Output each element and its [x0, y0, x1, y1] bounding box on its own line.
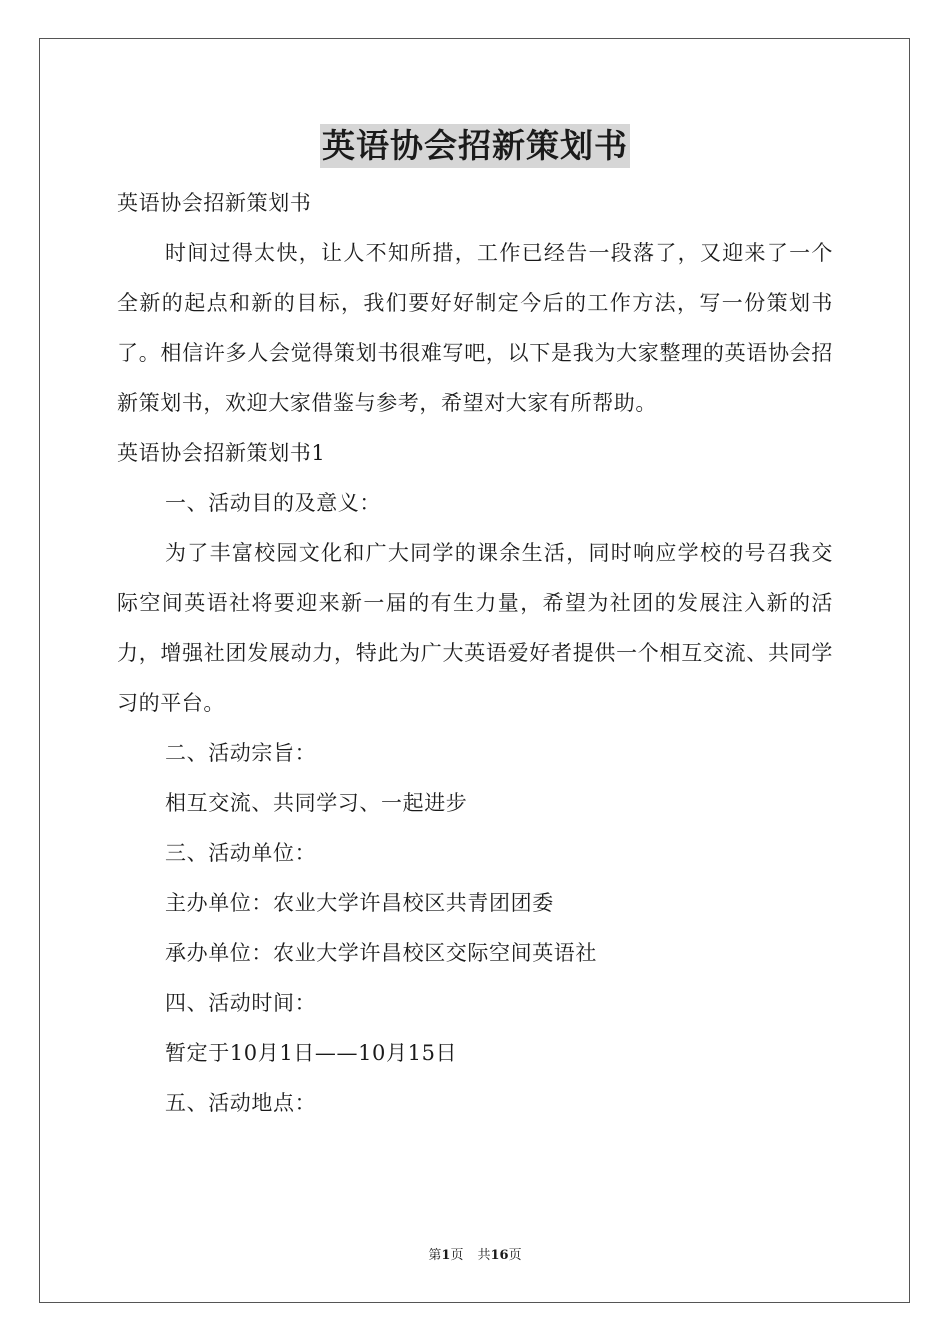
title-container	[0, 124, 950, 168]
page-current: 1	[441, 1248, 451, 1263]
paragraph: 相互交流、共同学习、一起进步	[165, 791, 468, 815]
document-body	[117, 178, 833, 1128]
section-heading: 一、活动目的及意义：	[165, 491, 381, 515]
paragraph: 主办单位：农业大学许昌校区共青团团委	[165, 891, 554, 915]
page-prefix: 第	[428, 1248, 442, 1263]
page-footer	[0, 1246, 950, 1266]
paragraph: 为了丰富校园文化和广大同学的课余生活，同时响应学校的号召我交际空间英语社将要迎来新一届的有生力量，希望为社团的发展注入新的活力，增强社团发展动力，特此为广大英语爱好者提供一个相互交流、共同学习的平台。	[117, 541, 833, 715]
section-heading: 二、活动宗旨：	[165, 741, 317, 765]
section-heading: 四、活动时间：	[165, 991, 317, 1015]
page-total: 16	[490, 1248, 509, 1263]
section-heading: 三、活动单位：	[165, 841, 317, 865]
page-suffix: 页	[450, 1248, 464, 1263]
section-heading: 五、活动地点：	[165, 1091, 317, 1115]
paragraph: 承办单位：农业大学许昌校区交际空间英语社	[165, 941, 597, 965]
paragraph: 英语协会招新策划书	[117, 191, 312, 215]
total-suffix: 页	[508, 1248, 522, 1263]
paragraph: 时间过得太快，让人不知所措，工作已经告一段落了，又迎来了一个全新的起点和新的目标，我们要好好制定今后的工作方法，写一份策划书了。相信许多人会觉得策划书很难写吧，以下是我为大家整理的英语协会招新策划书，欢迎大家借鉴与参考，希望对大家有所帮助。	[117, 241, 833, 415]
document-title: 英语协会招新策划书	[320, 124, 630, 168]
paragraph: 英语协会招新策划书1	[117, 441, 326, 465]
total-prefix: 共	[477, 1248, 491, 1263]
paragraph: 暂定于10月1日——10月15日	[165, 1041, 458, 1065]
